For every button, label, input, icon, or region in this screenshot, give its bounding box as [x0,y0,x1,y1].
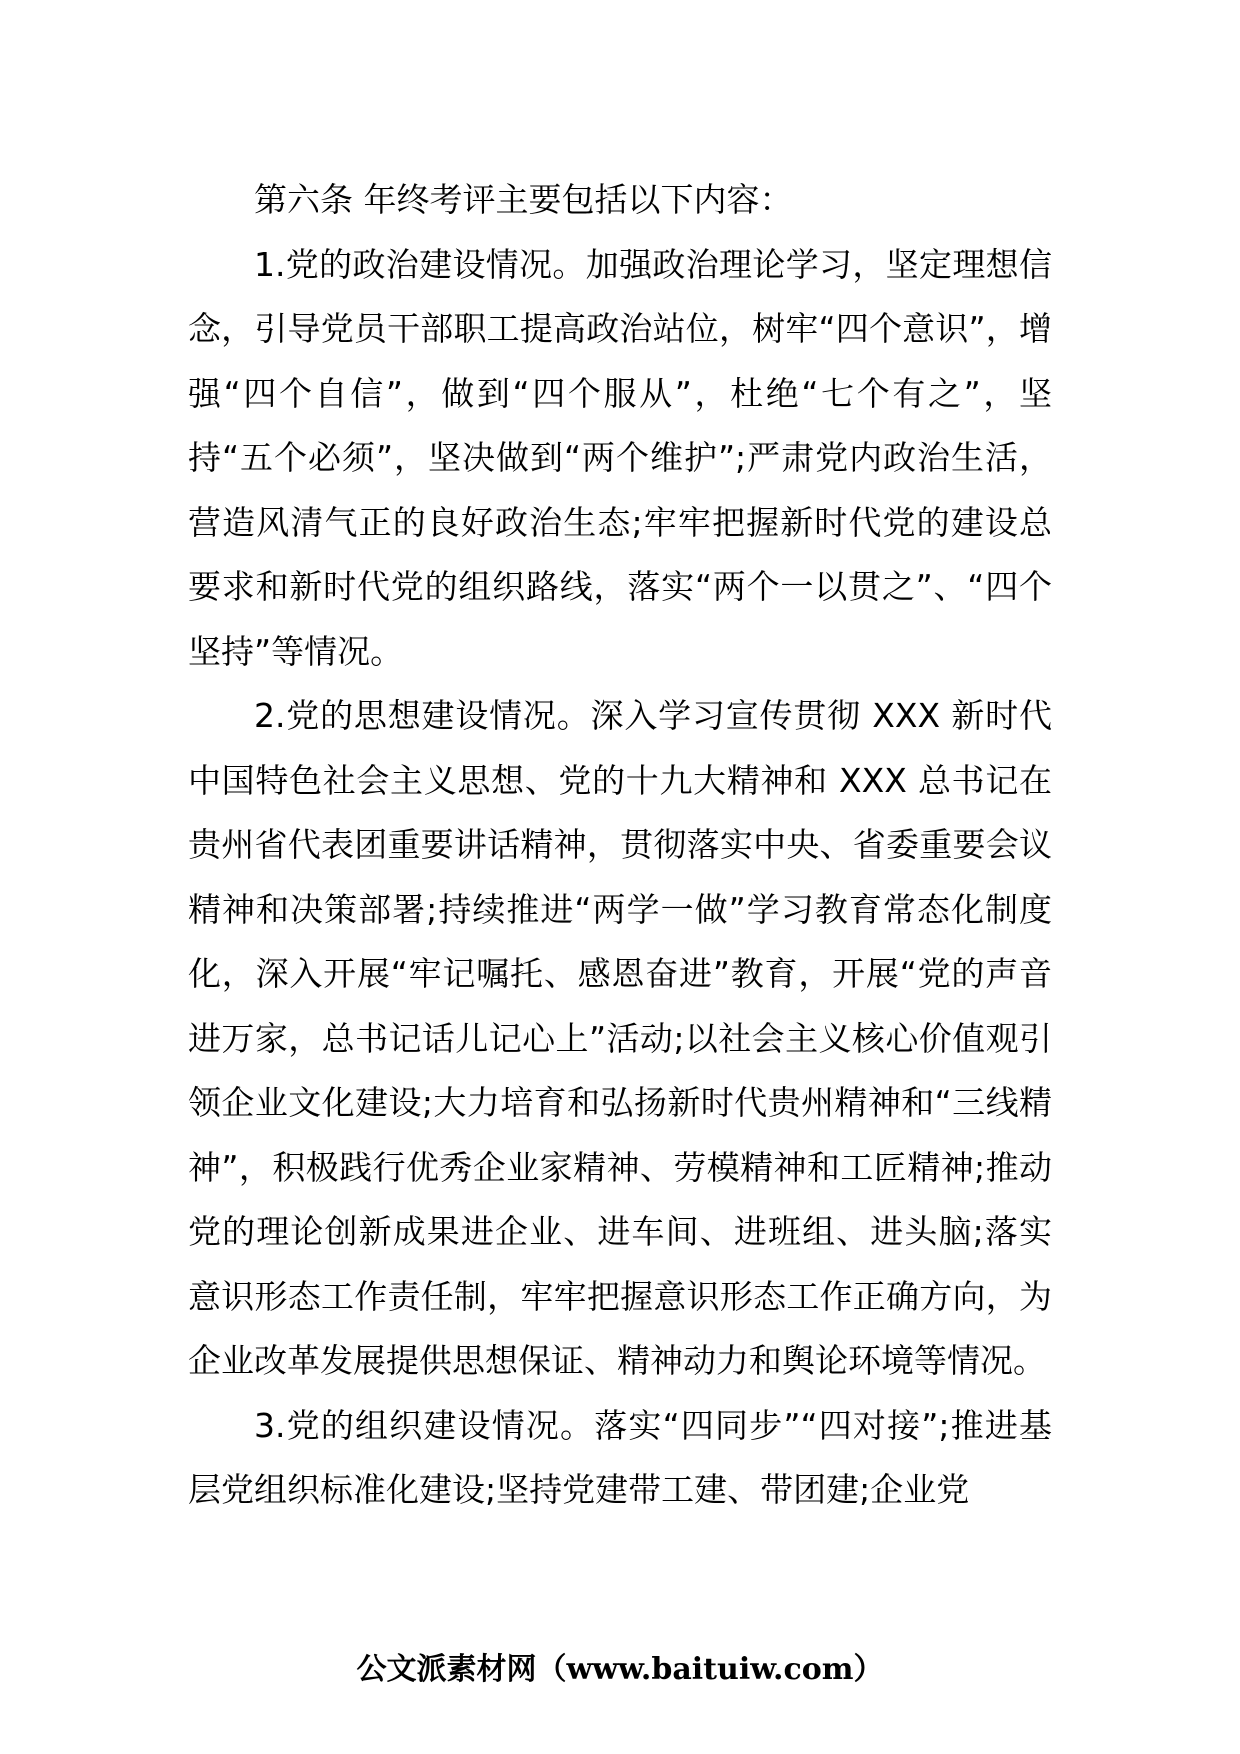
paragraph-ideological-construction: 2.党的思想建设情况。深入学习宣传贯彻 XXX 新时代中国特色社会主义思想、党的十九大精神和 XXX 总书记在贵州省代表团重要讲话精神，贯彻落实中央、省委重要会议精神和决策部署;持续推进“两学一做”学习教育常态化制度化，深入开展“牢记嘱托、感恩奋进”教育，开展“党的声音进万家，总书记话儿记心上”活动;以社会主义核心价值观引领企业文化建设;大力培育和弘扬新时代贵州精神和“三线精神”，积极践行优秀企业家精神、劳模精神和工匠精神;推动党的理论创新成果进企业、进车间、进班组、进头脑;落实意识形态工作责任制，牢牢把握意识形态工作正确方向，为企业改革发展提供思想保证、精神动力和舆论环境等情况。 [188,696,1052,1380]
paragraph-organizational-construction: 3.党的组织建设情况。落实“四同步”“四对接”;推进基层党组织标准化建设;坚持党建带工建、带团建;企业党 [188,1405,1052,1509]
section-heading: 第六条 年终考评主要包括以下内容： [254,180,793,219]
paragraph-political-construction: 1.党的政治建设情况。加强政治理论学习，坚定理想信念，引导党员干部职工提高政治站位，树牢“四个意识”，增强“四个自信”，做到“四个服从”，杜绝“七个有之”，坚持“五个必须”，坚决做到“两个维护”;严肃党内政治生活，营造风清气正的良好政治生态;牢牢把握新时代党的建设总要求和新时代党的组织路线，落实“两个一以贯之”、“四个坚持”等情况。 [188,244,1052,671]
document-body [188,168,1052,1523]
footer-watermark: 公文派素材网（www.baituiw.com） [356,1652,884,1687]
